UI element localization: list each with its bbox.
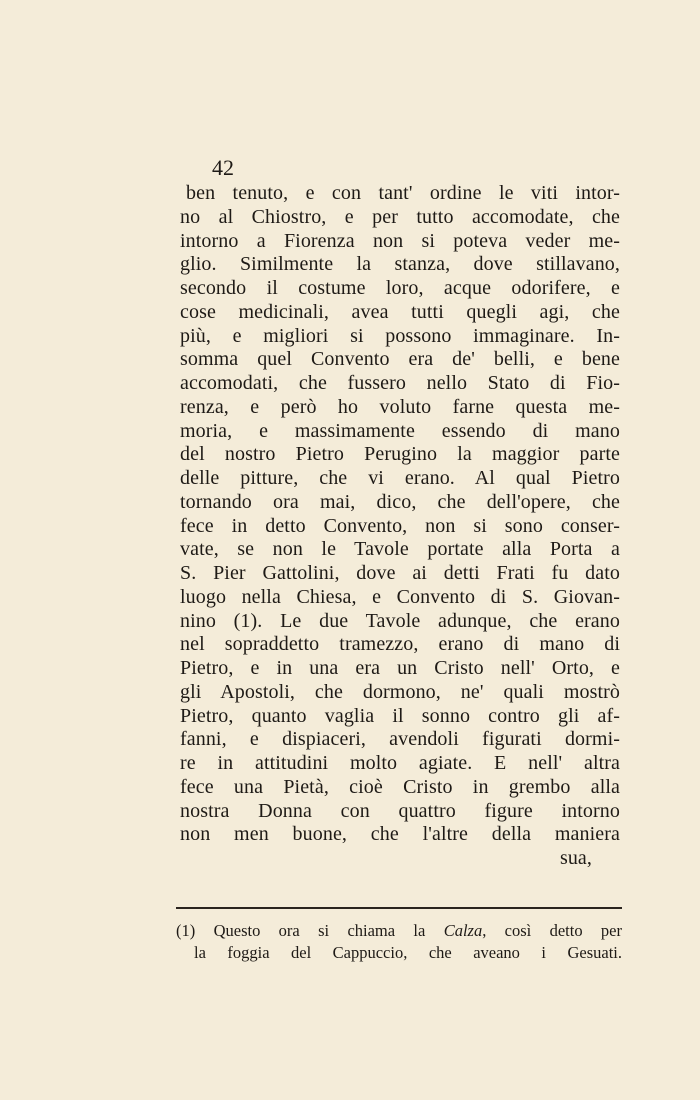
text-line: somma quel Convento era de' belli, e bene	[180, 348, 620, 371]
text-line: Pietro, e in una era un Cristo nell' Orto, e	[180, 657, 620, 679]
text-line: Pietro, quanto vaglia il sonno contro gli af-	[180, 704, 620, 727]
text-line: vate, se non le Tavole portate alla Porta a	[180, 538, 620, 561]
text-line: glio. Similmente la stanza, dove stillavano,	[180, 253, 620, 276]
text-line: luogo nella Chiesa, e Convento di S. Giovan-	[180, 585, 620, 608]
footnote-marker: (1)	[176, 921, 196, 940]
text-line: accomodati, che fussero nello Stato di Fio-	[180, 372, 620, 394]
footnote	[176, 920, 622, 964]
footnote-divider	[176, 907, 622, 909]
text-line: più, e migliori si possono immaginare. In-	[180, 324, 620, 347]
text-line: gli Apostoli, che dormono, ne' quali mostrò	[180, 680, 620, 703]
text-line: nostra Donna con quattro figure intorno	[180, 799, 620, 822]
text-line: re in attitudini molto agiate. E nell' altra	[180, 752, 620, 774]
text-line: intorno a Fiorenza non si poteva veder me-	[180, 229, 620, 252]
text-line: moria, e massimamente essendo di mano	[180, 419, 620, 442]
text-line: delle pitture, che vi erano. Al qual Pietro	[180, 467, 620, 489]
footnote-line	[176, 920, 622, 942]
catchword: sua,	[559, 847, 592, 869]
page-number: 42	[212, 155, 234, 180]
text-line: secondo il costume loro, acque odorifere, e	[180, 277, 620, 299]
text-line: no al Chiostro, e per tutto accomodate, che	[180, 205, 620, 228]
text-line: S. Pier Gattolini, dove ai detti Frati fu dato	[180, 562, 620, 584]
text-line: tornando ora mai, dico, che dell'opere, che	[180, 490, 620, 513]
footnote-text: Questo ora si chiama la	[213, 921, 426, 940]
text-line: nel sopraddetto tramezzo, erano di mano di	[180, 633, 620, 656]
text-line: cose medicinali, avea tutti quegli agi, che	[180, 300, 620, 323]
text-line: nino (1). Le due Tavole adunque, che erano	[180, 609, 620, 632]
text-line: fanni, e dispiaceri, avendoli figurati dormi-	[180, 728, 620, 751]
footnote-text: , così detto per	[482, 921, 622, 940]
footnote-line: la foggia del Cappuccio, che aveano i Gesuati.	[194, 943, 622, 962]
text-line: fece una Pietà, cioè Cristo in grembo alla	[180, 775, 620, 798]
text-line: fece in detto Convento, non si sono conser-	[180, 514, 620, 537]
text-line: non men buone, che l'altre della maniera	[180, 823, 620, 846]
text-line: renza, e però ho voluto farne questa me-	[180, 395, 620, 418]
body-text	[180, 182, 620, 871]
text-line: ben tenuto, e con tant' ordine le viti intor-	[186, 182, 620, 204]
footnote-italic-term: Calza	[443, 921, 483, 940]
text-line: del nostro Pietro Perugino la maggior parte	[180, 443, 620, 466]
